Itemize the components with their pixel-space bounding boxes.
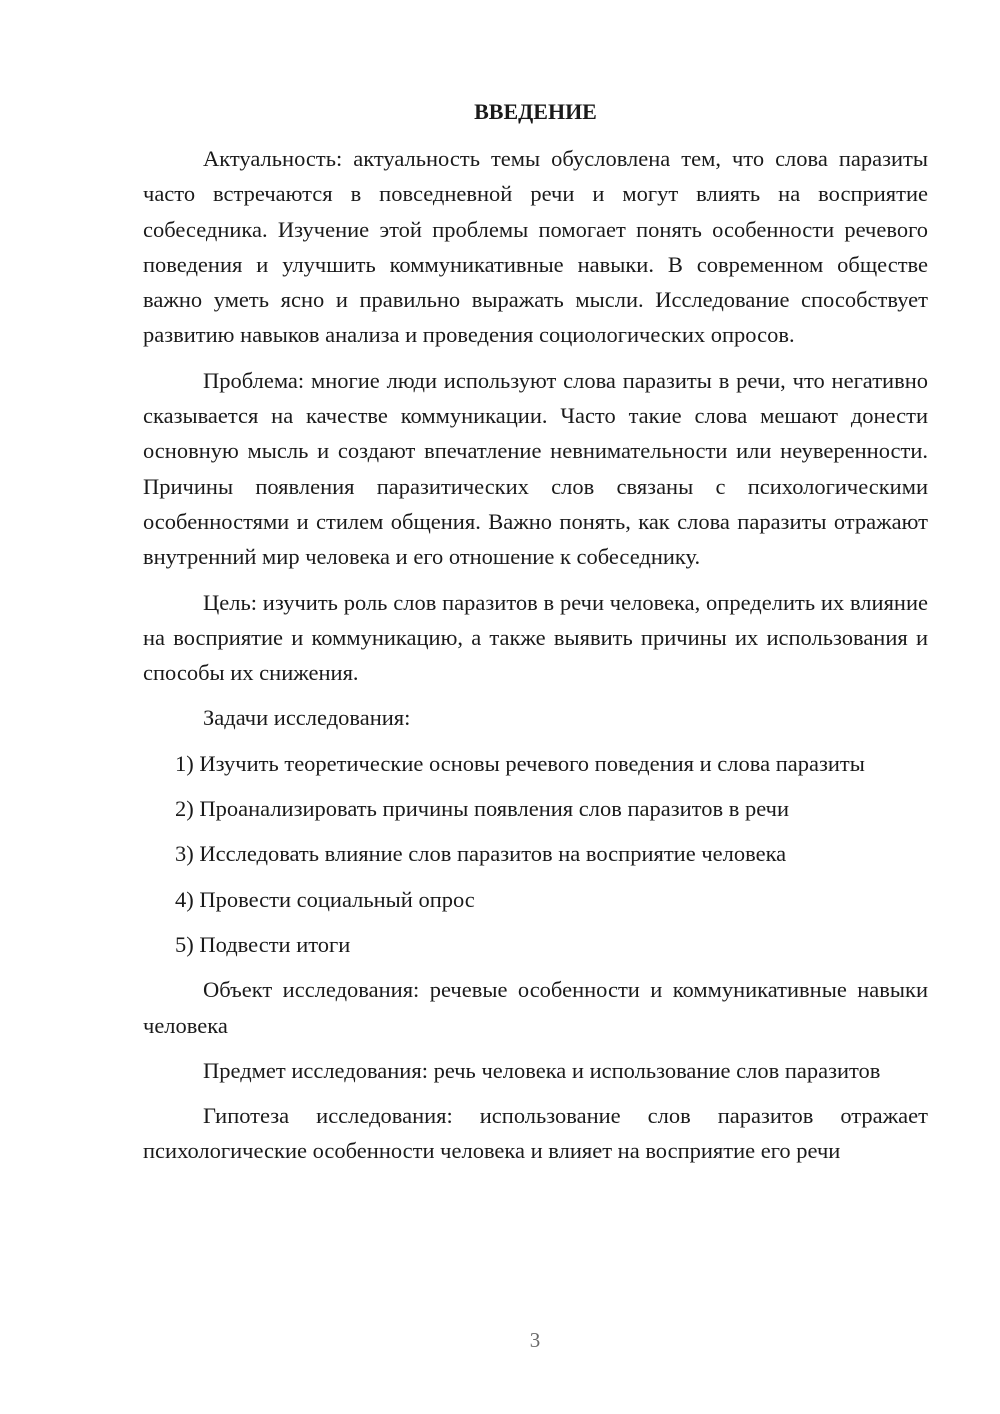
relevance-paragraph: Актуальность: актуальность темы обусловлена тем, что слова паразиты часто встречаются в повседневной речи и могут влиять на восприятие собеседника. Изучение этой проблемы помогает понять особенности речевого поведения и улучшить коммуникативные навыки. В современном обществе важно уметь ясно и правильно выражать мысли. Исследование способствует развитию навыков анализа и проведения социологических опросов. <box>143 146 928 348</box>
subject-paragraph: Предмет исследования: речь человека и использование слов паразитов <box>203 1057 881 1083</box>
tasks-heading: Задачи исследования: <box>203 705 411 731</box>
page-content <box>143 94 928 1179</box>
task-item-2: 2) Проанализировать причины появления слов паразитов в речи <box>175 796 789 822</box>
task-item-5: 5) Подвести итоги <box>175 931 351 957</box>
hypothesis-paragraph: Гипотеза исследования: использование слов паразитов отражает психологические особенности человека и влияет на восприятие его речи <box>143 1103 928 1164</box>
task-item-3: 3) Исследовать влияние слов паразитов на восприятие человека <box>175 841 787 867</box>
tasks-list <box>143 746 928 962</box>
task-item-1: 1) Изучить теоретические основы речевого поведения и слова паразиты <box>175 750 865 776</box>
task-item-4: 4) Провести социальный опрос <box>175 886 475 912</box>
object-paragraph: Объект исследования: речевые особенности и коммуникативные навыки человека <box>143 977 928 1038</box>
page-number: 3 <box>529 1328 541 1352</box>
goal-paragraph: Цель: изучить роль слов паразитов в речи человека, определить их влияние на восприятие и коммуникацию, а также выявить причины их использования и способы их снижения. <box>143 589 928 686</box>
problem-paragraph: Проблема: многие люди используют слова паразиты в речи, что негативно сказывается на качестве коммуникации. Часто такие слова мешают донести основную мысль и создают впечатление невнимательности или неуверенности. Причины появления паразитических слов связаны с психологическими особенностями и стилем общения. Важно понять, как слова паразиты отражают внутренний мир человека и его отношение к собеседнику. <box>143 367 928 570</box>
section-heading: ВВЕДЕНИЕ <box>474 99 597 124</box>
